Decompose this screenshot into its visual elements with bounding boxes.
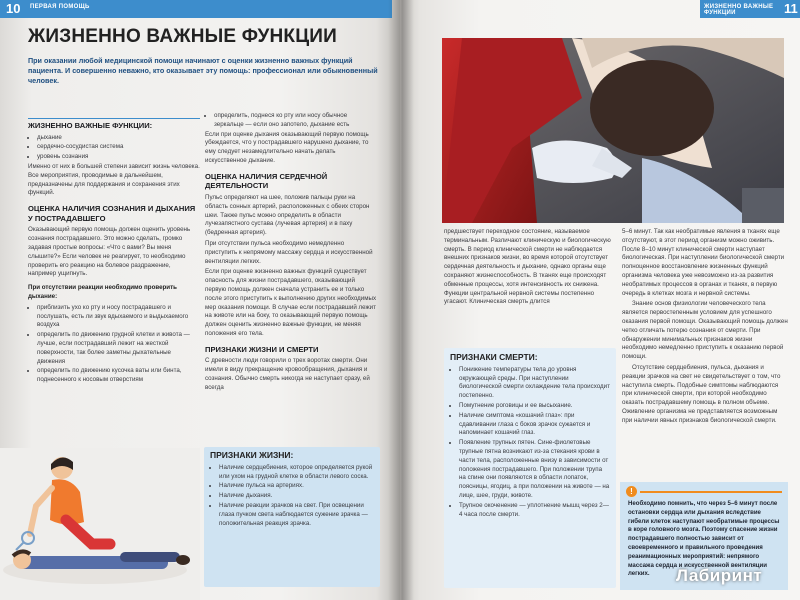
photo-image <box>442 38 784 223</box>
list-item: • Трупное окоченение — уплотнение мышц через 2—4 часа после смерти. <box>459 502 610 520</box>
page-number: 11 <box>784 1 798 16</box>
watermark: Лабиринт <box>676 566 763 585</box>
signs-heading: ПРИЗНАКИ ЖИЗНИ И СМЕРТИ <box>205 344 319 354</box>
body-text: Если при оценке жизненно важных функций существует опасность для жизни пострадавшего, оказывающий первую помощь должен сначала устранить ее и только после этого приступить к выполнению других необходимых мер оказания помощи. В случае если пострадавший лежит на животе или на боку, то оказывающий первую помощь должен оценить жизненно важные функции, не меняя положения его тела. <box>205 268 377 337</box>
breathing-steps-list <box>28 304 200 385</box>
running-header: ПЕРВАЯ ПОМОЩЬ <box>30 4 90 10</box>
list-item: • Понижение температуры тела до уровня окружающей среды. При наступлении биологической смерти охлаждение тела происходит постепенно. <box>459 366 610 401</box>
list-item: • приблизить ухо ко рту и носу пострадавшего и послушать, есть ли звук вдыхаемого и выдыхаемого воздуха <box>37 304 200 330</box>
rescue-photo <box>442 38 784 223</box>
list-item: • дыхание <box>37 134 200 143</box>
body-text: При отсутствии пульса необходимо немедленно приступить к непрямому массажу сердца и искусственной вентиляции легких. <box>205 239 373 265</box>
life-signs-title: ПРИЗНАКИ ЖИЗНИ: <box>210 450 294 460</box>
list-item: • Наличие дыхания. <box>219 492 374 501</box>
breathing-intro: При отсутствии реакции необходимо проверить дыхание: <box>28 284 177 300</box>
body-text: Знание основ физиологии человеческого тела является первостепенным условием для успешного оказания первой помощи. Оказывающий помощь должен четко отличать потерю сознания от смерти. При обнаружении минимальных признаков жизни необходимо немедленно приступить к оказанию первой помощи. <box>622 300 788 361</box>
functions-list <box>28 134 200 162</box>
body-text: С древности люди говорили о трех воротах смерти. Они имели в виду прекращение кровообращения, дыхания и сознания. Обычно смерть никогда не наступает сразу, ей всегда <box>205 357 370 391</box>
list-item: • уровень сознания <box>37 153 200 162</box>
cardiac-heading: ОЦЕНКА НАЛИЧИЯ СЕРДЕЧНОЙ ДЕЯТЕЛЬНОСТИ <box>205 171 328 191</box>
list-item: • Наличие пульса на артериях. <box>219 482 374 491</box>
left-column-2 <box>205 112 377 395</box>
body-text: Именно от них в большей степени зависит жизнь человека. Все мероприятия, проводимые в дальнейшем, предназначены для поддержания и сохранения этих функций. <box>28 162 200 197</box>
body-text: Отсутствие сердцебиения, пульса, дыхания и реакции зрачков на свет не свидетельствует о том, что наступила смерть. Подобные симптомы наблюдаются при клинической смерти, при которой необходимо оказать пострадавшему помощь в полном объеме. Оживление организма не представляется возможным при наличии явных признаков биологической смерти. <box>622 363 781 424</box>
list-item: • Наличие реакции зрачков на свет. При освещении глаза пучком света наблюдается сужение зрачка — положительная реакция зрачка. <box>219 502 374 528</box>
right-column-1 <box>444 228 616 309</box>
right-column-2 <box>622 228 788 428</box>
left-column-1 <box>28 112 200 386</box>
death-signs-title: ПРИЗНАКИ СМЕРТИ: <box>450 352 538 362</box>
lead-paragraph: При оказании любой медицинской помощи начинают с оценки жизненно важных функций пациента. И совершенно неважно, кто оказывает эту помощь: профессионал или обыкновенный человек. <box>28 56 378 85</box>
body-text: Если при оценке дыхания оказывающий первую помощь убеждается, что у пострадавшего нарушено дыхание, то ему следует незамедлительно начать делать искусственное дыхание. <box>205 130 369 164</box>
list-item: • определить по движению грудной клетки и живота — лучше, если пострадавший лежит на жесткой поверхности, так более заметны дыхательные движения <box>37 331 200 366</box>
functions-heading: ЖИЗНЕННО ВАЖНЫЕ ФУНКЦИИ: <box>28 118 200 131</box>
page-number: 10 <box>6 1 21 16</box>
chapter-title: ЖИЗНЕННО ВАЖНЫЕ ФУНКЦИИ <box>28 26 337 47</box>
body-text: Пульс определяют на шее, положив пальцы руки на область сонных артерий, расположенных с обеих сторон шеи. Также пульс можно определить в области лучезапястного сустава (лучевая артерия) и в паху (бедренная артерия). <box>205 193 370 237</box>
list-item: • Наличие симптома «кошачий глаз»: при сдавливании глаза с боков зрачок сужается и напоминает кошачий глаз. <box>459 412 610 438</box>
running-header: ЖИЗНЕННО ВАЖНЫЕ ФУНКЦИИ <box>704 4 774 16</box>
exclamation-icon: ! <box>626 486 637 497</box>
warning-text: Необходимо помнить, что через 5–6 минут после остановки сердца или дыхания вследствие гибели клеток наступают необратимые процессы в коре головного мозга. Поэтому спасение жизни пострадавшего полностью зависит от своевременного и правильного проведения реанимационных мероприятий: непрямого массажа сердца и искусственной вентиляции легких. <box>628 500 780 578</box>
life-signs-box <box>204 447 380 587</box>
mirror-list <box>205 112 377 130</box>
list-item: • Помутнение роговицы и ее высыхание. <box>459 402 610 411</box>
list-item: • Появление трупных пятен. Сине-фиолетовые трупные пятна возникают из-за стекания крови в части тела, расположенные внизу в зависимости от положения пострадавшего. При положении трупа на спине они появляются в области лопаток, поясницы, ягодиц, а при положении на животе — на лице, шее, груди, животе. <box>459 439 610 501</box>
list-item: • определить по движению кусочка ваты или бинта, поднесенного к носовым отверстиям <box>37 367 200 385</box>
death-signs-list <box>450 366 610 520</box>
list-item: • сердечно-сосудистая система <box>37 143 200 152</box>
list-item: • определить, поднеся ко рту или носу обычное зеркальце — если оно запотело, дыхание есть <box>214 112 377 130</box>
body-text: 5–6 минут. Так как необратимые явления в тканях еще отсутствуют, в этот период организм можно оживить. После 8–10 минут клинической смерти наступает биологическая. При наступлении биологической смерти полноценное восстановление жизненных функций организма человека уже невозможно из-за развития необратимых процессов в органах и тканях, в первую очередь в клетках мозга и нервной системы. <box>622 228 785 297</box>
list-item: • Наличие сердцебиения, которое определяется рукой или ухом на грудной клетке в области левого соска. <box>219 464 374 482</box>
body-text: Оказывающий первую помощь должен оценить уровень сознания пострадавшего. Это можно сделать, громко задавая простые вопросы: «Что с вами? Вы меня слышите?» Если человек не реагирует, то необходимо проверить его реакцию на болевое раздражение, например ущипнуть. <box>28 226 191 278</box>
death-signs-box <box>444 348 616 588</box>
body-text: предшествует переходное состояние, называемое терминальным. Различают клиническую и биологическую смерть. В период клинической смерти не наблюдается внешних признаков жизни, во время которой отсутствует сердечная деятельность и дыхание, однако органы еще сохраняют жизнеспособность. В тканях еще происходят обменные процессы, хотя интенсивность их снижена. Функции центральной нервной системы постепенно угасают. Клиническая смерть длится <box>444 228 611 306</box>
book-gutter <box>388 0 414 600</box>
life-signs-list <box>210 464 374 529</box>
cpr-illustration <box>0 448 200 600</box>
consciousness-heading: ОЦЕНКА НАЛИЧИЯ СОЗНАНИЯ И ДЫХАНИЯ У ПОСТРАДАВШЕГО <box>28 204 196 223</box>
warning-rule <box>640 491 782 493</box>
